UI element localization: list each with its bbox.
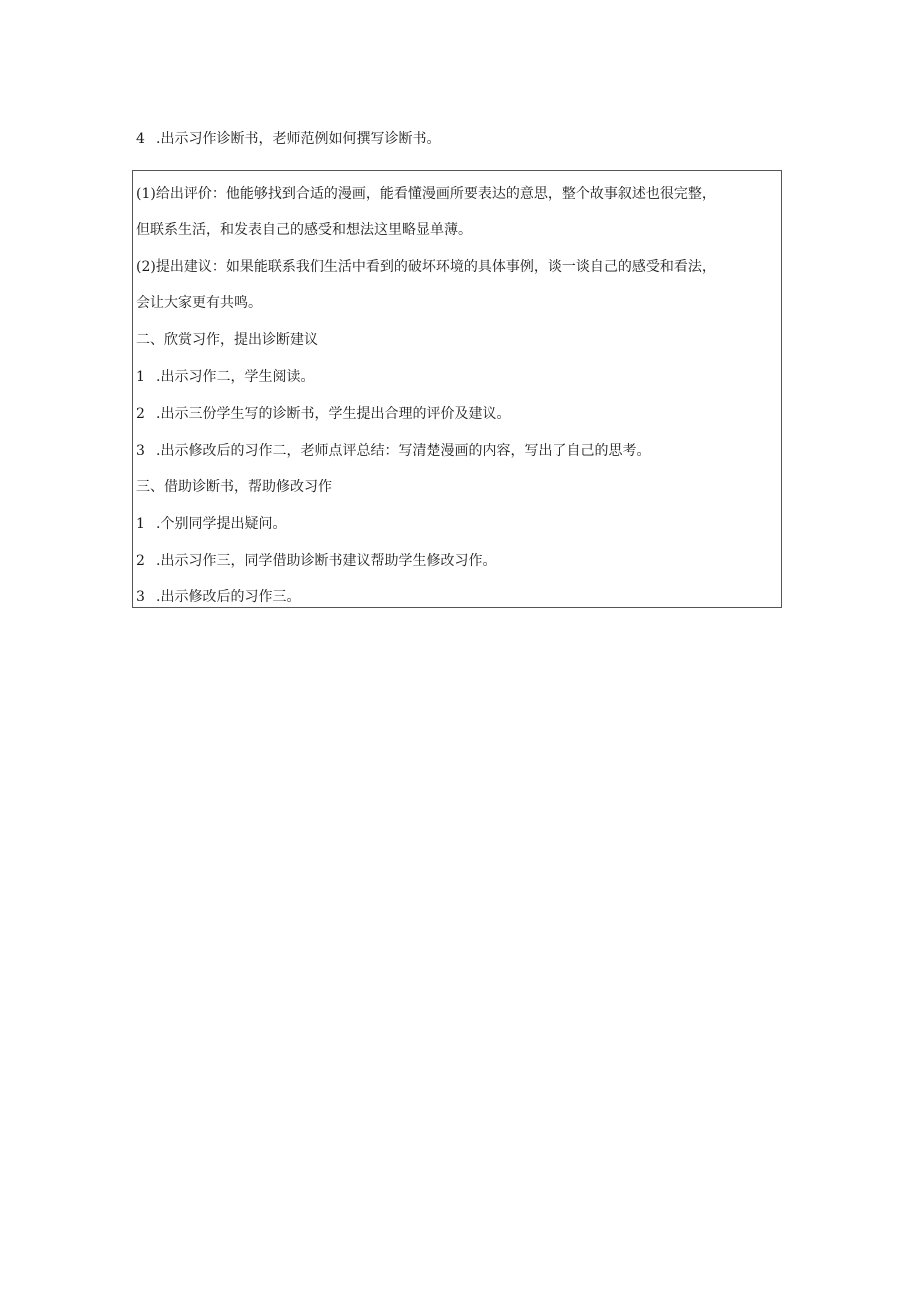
step-number: 2 [136,406,145,422]
step-number: 1 [136,369,145,385]
suggestion-line-2 [136,293,262,313]
step-text: .出示习作诊断书，老师范例如何撰写诊断书。 [156,131,441,147]
evaluation-line-2 [136,220,472,240]
line-text: (1)给出评价：他能够找到合适的漫画，能看懂漫画所要表达的意思，整个故事叙述也很完整， [136,186,716,202]
step-number: 2 [136,553,145,569]
line-text: 会让大家更有共鸣。 [136,295,262,311]
step-number: 3 [136,443,145,459]
step-text: .出示三份学生写的诊断书，学生提出合理的评价及建议。 [156,406,511,422]
step-text: .个别同学提出疑问。 [156,516,287,532]
section-heading-3 [136,477,332,497]
step-text: .出示习作二，学生阅读。 [156,369,315,385]
step-4-line [136,129,440,149]
suggestion-line-1 [136,257,716,277]
section-title: 二、欣赏习作，提出诊断建议 [136,332,318,348]
section-2-step-1 [136,367,314,387]
step-number: 3 [136,589,145,605]
evaluation-line-1 [136,184,716,204]
section-3-step-2 [136,551,496,571]
section-3-step-1 [136,514,286,534]
section-3-step-3 [136,587,300,607]
step-text: .出示修改后的习作二，老师点评总结：写清楚漫画的内容，写出了自己的思考。 [156,443,651,459]
section-2-step-3 [136,441,650,461]
step-text: .出示习作三，同学借助诊断书建议帮助学生修改习作。 [156,553,497,569]
line-text: 但联系生活，和发表自己的感受和想法这里略显单薄。 [136,222,472,238]
section-title: 三、借助诊断书，帮助修改习作 [136,479,332,495]
step-text: .出示修改后的习作三。 [156,589,301,605]
line-text: (2)提出建议：如果能联系我们生活中看到的破坏环境的具体事例，谈一谈自己的感受和看法， [136,259,716,275]
section-heading-2 [136,330,318,350]
step-number: 1 [136,516,145,532]
section-2-step-2 [136,404,510,424]
step-number: 4 [136,131,145,147]
lesson-content-box [132,170,782,608]
